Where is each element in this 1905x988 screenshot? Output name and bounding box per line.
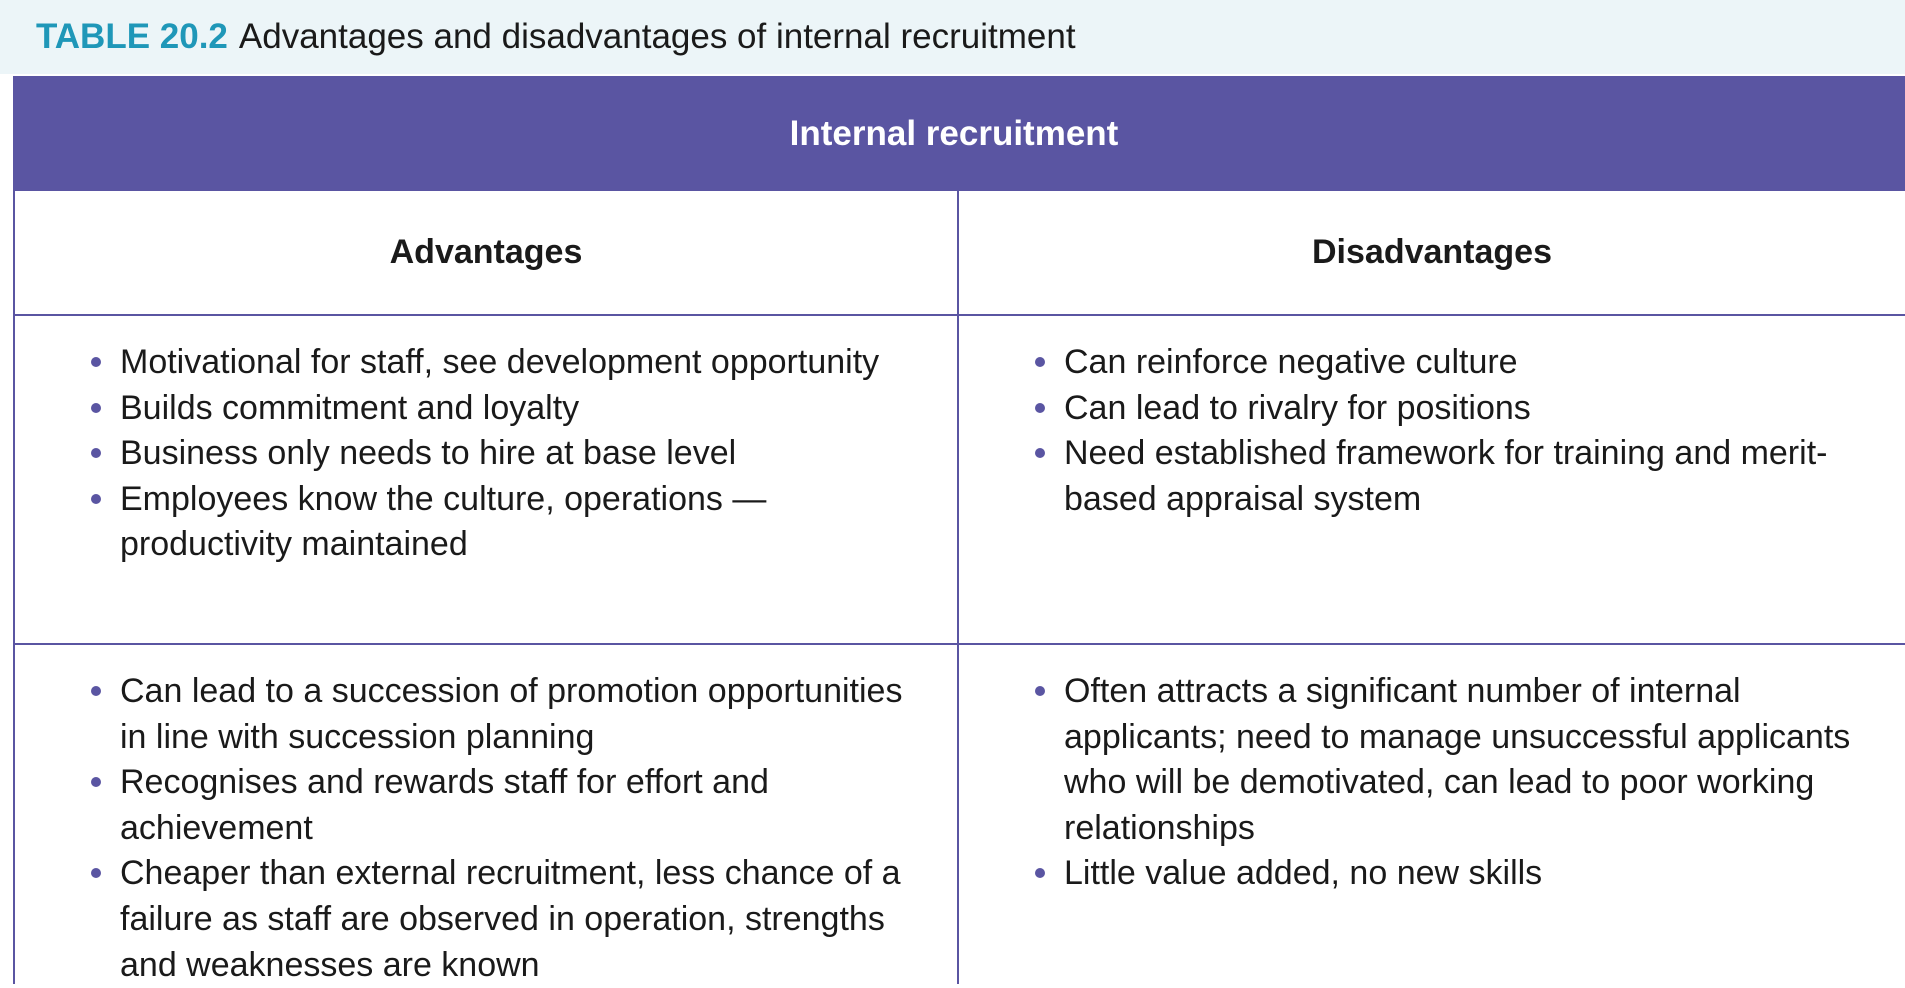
disadvantages-cell xyxy=(959,316,1905,643)
list-item xyxy=(87,851,937,988)
bullet-icon xyxy=(1035,357,1045,367)
disadvantages-list xyxy=(1031,340,1885,522)
bullet-icon xyxy=(1035,448,1045,458)
bullet-icon xyxy=(1035,403,1045,413)
bullet-icon xyxy=(1035,686,1045,696)
bullet-icon xyxy=(91,686,101,696)
bullet-icon xyxy=(91,494,101,504)
list-item-text: Can reinforce negative culture xyxy=(1064,343,1518,381)
table-caption xyxy=(0,0,1905,74)
advantages-list xyxy=(87,669,937,988)
list-item xyxy=(87,760,937,851)
disadvantages-list xyxy=(1031,669,1885,897)
list-item-text: Business only needs to hire at base level xyxy=(120,434,737,473)
list-item-text: Recognises and rewards staff for effort and achievement xyxy=(120,763,769,847)
list-item xyxy=(1031,431,1885,522)
list-item xyxy=(87,431,937,477)
advantages-column-header: Advantages xyxy=(15,191,959,314)
list-item xyxy=(87,340,937,386)
list-item-text: Can lead to rivalry for positions xyxy=(1064,388,1531,427)
disadvantages-column-header: Disadvantages xyxy=(1312,233,1552,271)
list-item-text: Employees know the culture, operations — productivity maintained xyxy=(120,479,767,564)
list-item-text: Can lead to a succession of promotion opportunities in line with succession planning xyxy=(120,672,903,756)
column-header-row xyxy=(15,191,1905,316)
table-header: Internal recruitment xyxy=(15,76,1905,191)
list-item xyxy=(1031,340,1885,386)
bullet-icon xyxy=(1035,868,1045,878)
table-row xyxy=(15,316,1905,645)
recruitment-table xyxy=(13,76,1905,984)
list-item xyxy=(87,669,937,760)
list-item xyxy=(87,477,937,568)
list-item-text: Often attracts a significant number of internal applicants; need to manage unsuccessful applicants who will be demotivated, can lead to poor working relationships xyxy=(1064,672,1851,847)
list-item-text: Cheaper than external recruitment, less chance of a failure as staff are observed in operation, strengths and weaknesses are known xyxy=(120,854,901,984)
list-item-text: Little value added, no new skills xyxy=(1064,854,1543,893)
table-title: Advantages and disadvantages of internal recruitment xyxy=(238,17,1076,56)
disadvantages-cell xyxy=(959,645,1905,984)
list-item-text: Motivational for staff, see development opportunity xyxy=(120,343,880,381)
bullet-icon xyxy=(91,357,101,367)
bullet-icon xyxy=(91,777,101,787)
bullet-icon xyxy=(91,448,101,458)
table-row xyxy=(15,645,1905,984)
list-item xyxy=(1031,669,1885,851)
list-item xyxy=(87,386,937,432)
bullet-icon xyxy=(91,868,101,878)
table-number: TABLE 20.2 xyxy=(36,17,228,56)
list-item-text: Need established framework for training and merit-based appraisal system xyxy=(1064,434,1828,518)
list-item xyxy=(1031,386,1885,432)
list-item-text: Builds commitment and loyalty xyxy=(120,388,580,427)
advantages-cell xyxy=(15,645,959,984)
list-item xyxy=(1031,851,1885,897)
advantages-cell xyxy=(15,316,959,643)
advantages-list xyxy=(87,340,937,568)
bullet-icon xyxy=(91,403,101,413)
